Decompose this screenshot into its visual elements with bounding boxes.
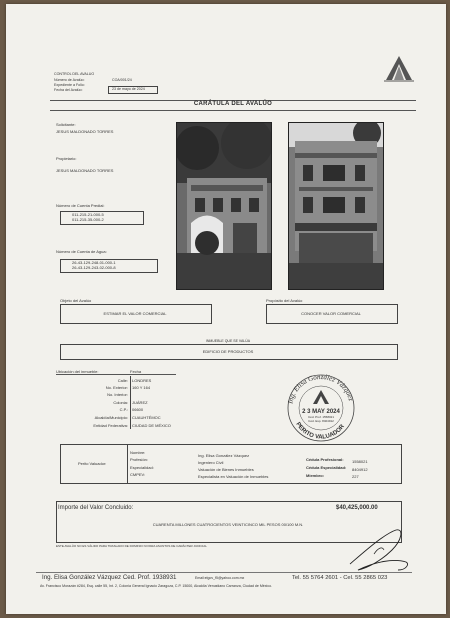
control-heading: CONTROL DEL AVALUO bbox=[54, 72, 95, 76]
ubicacion-rule bbox=[56, 374, 176, 375]
cuenta-agua-2: 26-43-129-243-02-000-8 bbox=[72, 265, 116, 270]
footer-name: Ing. Elisa González Vázquez Ced. Prof. 1938931 bbox=[42, 574, 177, 581]
objeto-value: ESTIMAR EL VALOR COMERCIAL bbox=[103, 311, 167, 316]
importe-label: Importe del Valor Concluido: bbox=[58, 505, 134, 511]
building-photo-left bbox=[176, 122, 272, 290]
cuenta-predial-1: 011-215-21-000-5 bbox=[72, 212, 104, 217]
ubic-label-cp: C.P.: bbox=[119, 407, 128, 412]
signature-icon bbox=[344, 524, 414, 576]
ubic-value-entidad: CIUDAD DE MÉXICO bbox=[132, 423, 171, 428]
perito-label-cmpev: CMPEV: bbox=[130, 472, 146, 477]
cuenta-predial-label: Número de Cuenta Predial: bbox=[56, 203, 105, 208]
firm-logo-icon bbox=[382, 54, 416, 82]
perito-value-especialidad: Valuación de Bienes Inmuebles bbox=[198, 467, 254, 472]
perito-label-cedula: Cédula Profesional: bbox=[306, 457, 344, 462]
footer-rule bbox=[36, 572, 412, 573]
nota-text: ESTE AVALÚO NO ES VÁLIDO PARA TRASLADO DE DOMINIO NI PARA ASUNTOS DE CARÁCTER JUDICIAL bbox=[56, 544, 207, 548]
perito-value-miembro: 227 bbox=[352, 474, 359, 479]
footer-email: Email:elgov_f5@yahoo.com.mx bbox=[195, 576, 245, 580]
ubic-label-entidad: Entidad Federativa: bbox=[93, 423, 128, 428]
perito-value-profesion: Ingeniero Civil bbox=[198, 460, 224, 465]
ubic-value-exterior: 160 Y 164 bbox=[132, 385, 151, 390]
perito-value-cmpev: Especialista en Valuación de Inmuebles bbox=[198, 474, 269, 479]
tipo-inmueble-value: EDIFICIO DE PRODUCTOS bbox=[202, 349, 254, 354]
objeto-label: Objeto del Avalúo bbox=[60, 298, 92, 303]
perito-label-especialidad: Especialidad: bbox=[130, 465, 154, 470]
perito-value-cedula: 1558021 bbox=[352, 459, 368, 464]
cuenta-agua-1: 26-43-129-248-01-000-1 bbox=[72, 260, 116, 265]
title-rule-bottom bbox=[50, 110, 416, 111]
svg-text:PERITO VALUADOR bbox=[294, 422, 346, 441]
ubic-value-cp: 06600 bbox=[132, 407, 144, 412]
page-title: CARÁTULA DEL AVALÚO bbox=[193, 101, 273, 107]
ubicacion-label: Ubicación del inmueble: bbox=[56, 369, 99, 374]
perito-seal bbox=[282, 366, 360, 448]
seal-bottom-text: PERITO VALUADOR bbox=[294, 421, 346, 441]
seal-name: Ing. Elisa González Vázquez bbox=[286, 372, 356, 405]
ubicacion-sublabel: Fecha bbox=[130, 369, 142, 374]
control-value-3: 23 de mayo de 2024 bbox=[112, 87, 145, 91]
perito-value-nombre: Ing. Elisa González Vázquez bbox=[198, 453, 250, 458]
ubic-value-colonia: JUÁREZ bbox=[132, 400, 148, 405]
control-label-2: Expediente a Folio: bbox=[54, 83, 85, 87]
importe-letra: CUARENTA MILLONES CUATROCIENTOS VEINTICINCO MIL PESOS 00/100 M.N. bbox=[152, 522, 304, 527]
cuenta-agua-label: Número de Cuenta de Agua: bbox=[56, 249, 107, 254]
proposito-label: Propósito del Avalúo bbox=[266, 298, 303, 303]
seal-line-1: Céd. Prof. 1558021 bbox=[307, 415, 335, 419]
perito-label-nombre: Nombre: bbox=[130, 450, 146, 455]
seal-line-2: Céd. Esp. 8404912 bbox=[308, 419, 334, 423]
proposito-value: CONOCER VALOR COMERCIAL bbox=[301, 311, 361, 316]
ubicacion-values-rule bbox=[130, 376, 191, 429]
perito-label-cedula-esp: Cédula Especialidad: bbox=[306, 465, 347, 470]
control-label-3: Fecha del Avalúo: bbox=[54, 88, 83, 92]
perito-label-profesion: Profesión: bbox=[130, 457, 149, 462]
ubic-label-colonia: Colonia: bbox=[113, 400, 128, 405]
ubic-label-calle: Calle: bbox=[117, 378, 128, 383]
solicitante-value: JESUS MALDONADO TORRES bbox=[56, 129, 114, 134]
importe-value: $40,425,000.00 bbox=[336, 505, 378, 511]
perito-label-miembro: Miembro: bbox=[306, 473, 324, 478]
footer-phone: Tel. 55 5764 2601 - Cel. 55 2865 023 bbox=[292, 575, 388, 581]
control-label-1: Número de Avalúo: bbox=[54, 78, 85, 82]
document-page bbox=[6, 4, 446, 614]
tipo-inmueble-label: INMUEBLE QUE SE VALÚA bbox=[205, 339, 251, 343]
propietario-label: Propietario: bbox=[56, 156, 77, 161]
ubic-value-alcaldia: CUAUHTÉMOC bbox=[132, 415, 161, 420]
solicitante-label: Solicitante: bbox=[56, 122, 76, 127]
control-value-1: COA/001/24 bbox=[112, 78, 132, 82]
perito-section-label: Perito Valuador: bbox=[78, 461, 107, 466]
cuenta-predial-2: 011-215-35-000-2 bbox=[72, 217, 104, 222]
ubic-label-interior: No. Interior: bbox=[107, 392, 128, 397]
building-photo-right bbox=[288, 122, 384, 290]
ubic-label-alcaldia: Alcaldía/Municipio: bbox=[94, 415, 128, 420]
propietario-value: JESUS MALDONADO TORRES bbox=[56, 168, 114, 173]
perito-value-cedula-esp: 8404912 bbox=[352, 467, 368, 472]
footer-address: Av. Francisco Morazán #284, Esq. calle 55, Int. 2, Colonia General Ignacio Zaragoza, C.P. 15000, Alcaldía Venustiano Carranza, Ciudad de México. bbox=[40, 584, 273, 588]
svg-text:Ing. Elisa González Vázquez bbox=[286, 373, 355, 405]
ubic-label-exterior: No. Exterior: bbox=[105, 385, 128, 390]
ubic-value-calle: LONDRES bbox=[132, 378, 152, 383]
seal-date: 2 3 MAY 2024 bbox=[302, 409, 340, 415]
